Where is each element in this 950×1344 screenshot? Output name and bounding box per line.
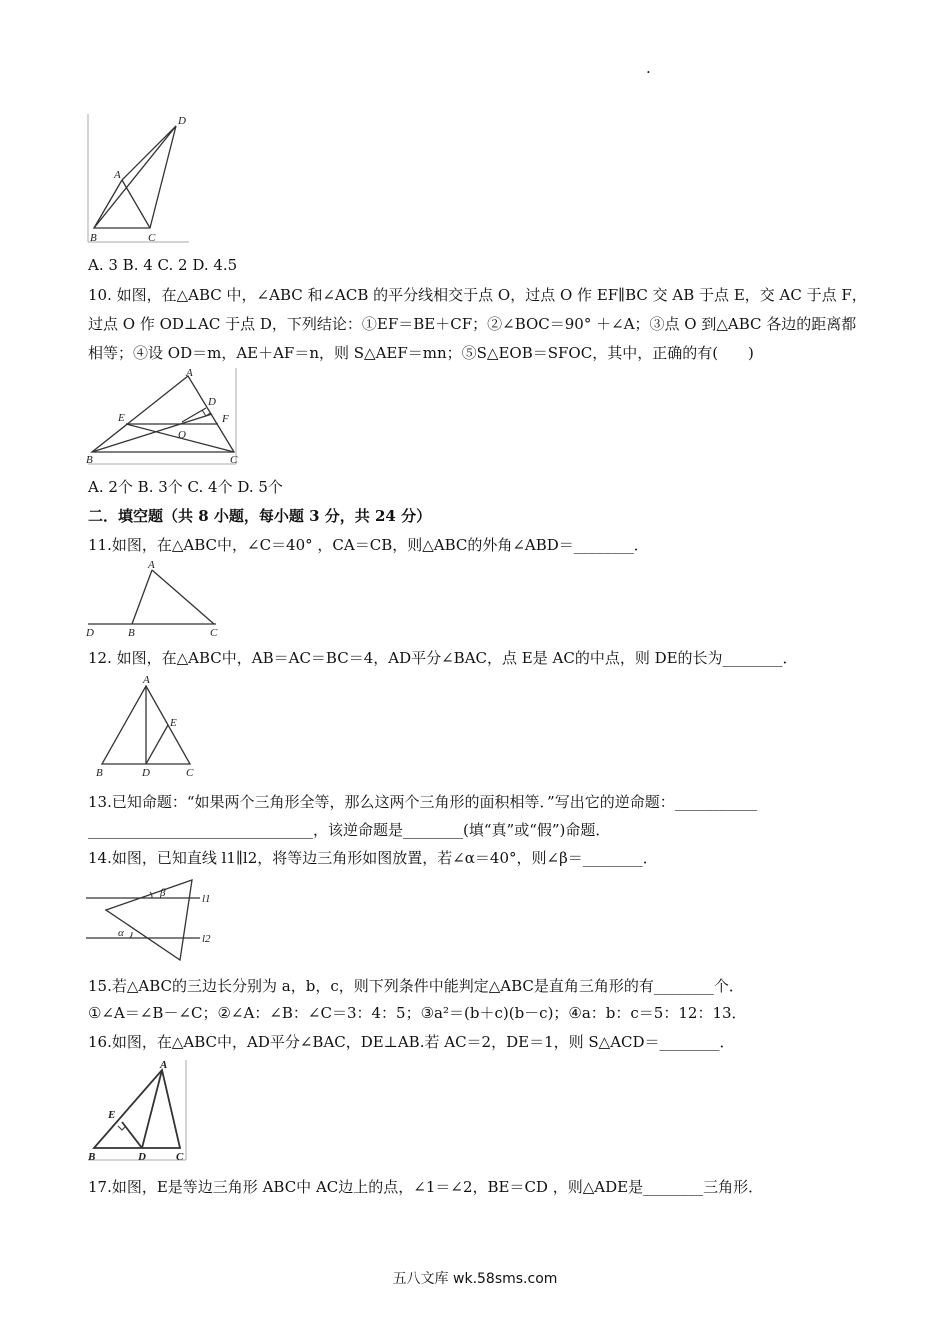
label-c: C [148,232,156,244]
page-footer: 五八文库 wk.58sms.com [392,1271,558,1287]
label-f: F [222,413,229,425]
section-2-title: 二．填空题（共 8 小题，每小题 3 分，共 24 分） [88,507,432,525]
segment-ac [122,180,150,228]
label-d: D [86,627,94,639]
figure-q9 [84,110,194,246]
label-d: D [138,1151,146,1163]
q16-text: 16.如图，在△ABC中，AD平分∠BAC，DE⊥AB.若 AC＝2，DE＝1，则 S△ACD＝________． [88,1033,735,1051]
triangle-abc [94,1070,180,1148]
label-l1: l1 [202,893,211,905]
figure-q16 [84,1056,190,1164]
q17-text: 17.如图，E是等边三角形 ABC中 AC边上的点，∠1＝∠2，BE＝CD ，则△ADE是________三角形． [88,1178,764,1196]
label-e: E [108,1109,116,1121]
label-e: E [170,717,177,729]
q15-line2: ①∠A＝∠B－∠C；②∠A：∠B：∠C＝3：4：5；③a²＝(b＋c)(b－c)；④a：b：c＝5：12：13． [88,1004,747,1022]
q10-options: A. 2个 B. 3个 C. 4个 D. 5个 [88,478,283,496]
label-alpha: α [118,927,124,939]
label-d: D [142,767,150,779]
label-a: A [186,367,193,379]
label-c: C [230,454,238,466]
figure-q11 [84,556,224,640]
q12-text: 12. 如图，在△ABC中，AB＝AC＝BC＝4，AD平分∠BAC，点 E是 AC的中点，则 DE的长为________． [88,649,798,667]
triangle-abc [92,376,234,452]
triangle-bcd [94,126,176,228]
q10-line2: 过点 O 作 OD⊥AC 于点 D，下列结论：①EF＝BE＋CF；②∠BOC＝90° ＋∠A；③点 O 到△ABC 各边的距离都 [88,315,857,333]
label-e: E [118,412,125,424]
q14-text: 14.如图，已知直线 l1∥l2，将等边三角形如图放置，若∠α＝40°，则∠β＝________． [88,849,658,867]
label-a: A [148,559,155,571]
label-b: B [96,767,103,779]
figure-q10 [84,364,244,470]
label-l2: l2 [202,933,211,945]
segment-ad [122,126,176,180]
q10-line3: 相等；④设 OD＝m，AE＋AF＝n，则 S△AEF＝mn；⑤S△EOB＝SFOC，其中，正确的有( ) [88,344,754,362]
figure-q12 [92,672,202,780]
label-o: O [178,429,186,441]
segment-de [122,1122,142,1148]
figure-q14 [84,872,216,966]
label-a: A [114,169,121,181]
label-d: D [208,396,216,408]
label-beta: β [160,887,166,899]
label-c: C [186,767,194,779]
q15-line1: 15.若△ABC的三边长分别为 a，b，c，则下列条件中能判定△ABC是直角三角形的有________个． [88,977,744,995]
equilateral-triangle [106,880,192,960]
top-dot: . [646,59,651,77]
q13-line1: 13.已知命题：“如果两个三角形全等，那么这两个三角形的面积相等．”写出它的逆命题：___________ [88,793,758,811]
segment-ac [152,570,214,624]
label-c: C [176,1151,184,1163]
q10-line1: 10. 如图，在△ABC 中，∠ABC 和∠ACB 的平分线相交于点 O，过点 O 作 EF∥BC 交 AB 于点 E，交 AC 于点 F， [88,286,867,304]
label-b: B [90,232,97,244]
label-a: A [160,1059,168,1071]
label-b: B [86,454,93,466]
segment-ab [94,180,122,228]
label-c: C [210,627,218,639]
label-d: D [178,115,186,127]
bisector-b [92,414,212,452]
segment-ba [132,570,152,624]
label-b: B [88,1151,96,1163]
q11-text: 11.如图，在△ABC中，∠C＝40° ，CA＝CB，则△ABC的外角∠ABD＝________． [88,536,649,554]
label-a: A [143,674,150,686]
label-b: B [128,627,135,639]
q9-options: A. 3 B. 4 C. 2 D. 4.5 [88,256,238,274]
segment-de [146,725,168,764]
q13-line2: ______________________________，该逆命题是________(填“真”或“假”)命题． [88,821,611,839]
